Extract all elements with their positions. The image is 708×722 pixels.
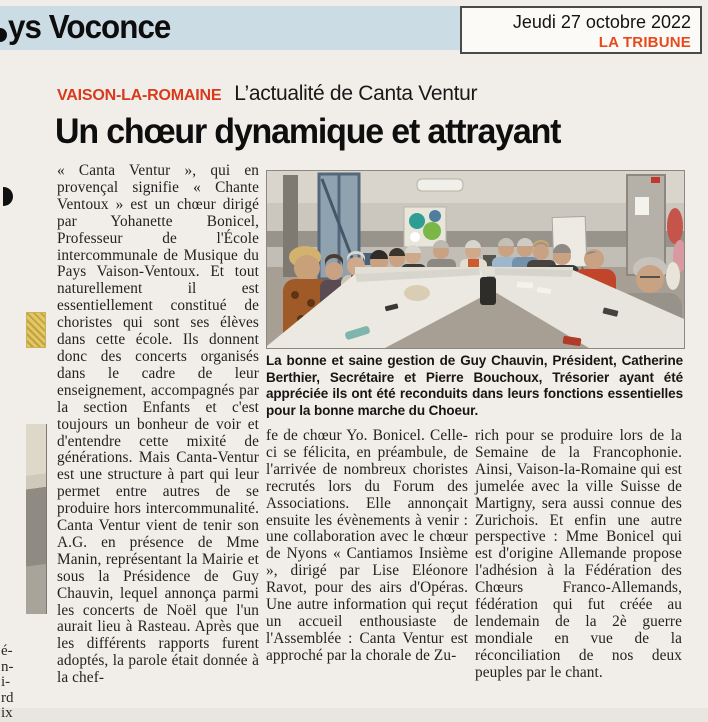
edge-letter-fragments (1, 644, 25, 722)
edge-photo-fragment (26, 424, 47, 614)
kicker-location: VAISON-LA-ROMAINE (57, 87, 222, 104)
article-column-3: rich pour se produire lors de la Semaine de la Francophonie. Ainsi, Vaison-la-Romaine qui est jumelée avec la ville Suisse de Martigny, sera aussi connue des Zurichois. Et enfin une autre perspective : Mme Bonicel qui est d'origine Allemande propose l'adhésion à la Fédération des Chœurs Franco-Allemands, fédération qui fut créée au lendemain de la 2è guerre mondiale en vue de la réconciliation de nos deux peuples par le chant. (475, 427, 682, 681)
photo-illustration (267, 171, 684, 348)
article-headline: Un chœur dynamique et attrayant (55, 112, 561, 151)
article-column-2: fe de chœur Yo. Bonicel. Celle-ci se félicita, en préambule, de l'arrivée de nombreux choristes recrutés lors du Forum des Associations. Elle annonçait ensuite les évènements à venir : une collaboration avec le chœur de Nyons « Cantiamos Insième », dirigé par Lise Eléonore Ravot, pour des airs d'Opéras. Une autre information qui reçut un accueil enthousiaste de l'Assemblée : Canta Ventur est approché par la chorale de Zu- (266, 427, 468, 664)
edge-letter: ix (1, 705, 13, 721)
kicker-row (57, 82, 477, 106)
edge-letter: é- (1, 643, 13, 659)
masthead-title: ys Voconce (8, 8, 171, 45)
edge-letter: rd (1, 689, 14, 706)
masthead-band (0, 6, 468, 50)
kicker-topic: L’actualité de Canta Ventur (234, 82, 478, 105)
edge-letter: i- (1, 674, 11, 690)
newspaper-brand: LA TRIBUNE (598, 34, 691, 51)
masthead-letter-fragment (0, 28, 7, 42)
article-column-1: « Canta Ventur », qui en provençal signifie « Chante Ventoux » est un chœur dirigé par Yohanette Bonicel, Professeur de l'École intercommunale de Musique du Pays Vaison-Ventoux. Et tout naturellement il est essentiellement constitué de choristes qui sont ses élèves dans cette école. Ils donnent donc des concerts organisés dans le cadre de leur enseignement, accompagnés par la section Enfants et c'est toujours un bonheur de voir et d'entendre cette mixité de générations. Mais Canta-Ventur est une structure à part qui leur permet entre autres de se produire hors intercommunalité. Canta Ventur vient de tenir son A.G. en présence de Mme Manin, représentant la Mairie et sous la Présidence de Guy Chauvin, lequel annonça parmi les concerts de Noël que l'un aurait lieu à Rasteau. Après que les différents rapports furent adoptés, la parole était donnée à la chef- (57, 162, 259, 687)
edge-glyph-fragment (3, 187, 13, 206)
photo-caption: La bonne et saine gestion de Guy Chauvin, Président, Catherine Berthier, Secrétaire et Pierre Bouchoux, Trésorier ayant été appréciée ils ont été reconduits dans leurs fonctions essentielles pour la bonne marche du Choeur. (266, 353, 683, 418)
article-photo (266, 170, 685, 349)
edge-yellow-fragment (26, 312, 46, 348)
edition-date: Jeudi 27 octobre 2022 (512, 12, 691, 32)
edge-letter: n- (1, 658, 14, 675)
date-box (460, 6, 702, 54)
